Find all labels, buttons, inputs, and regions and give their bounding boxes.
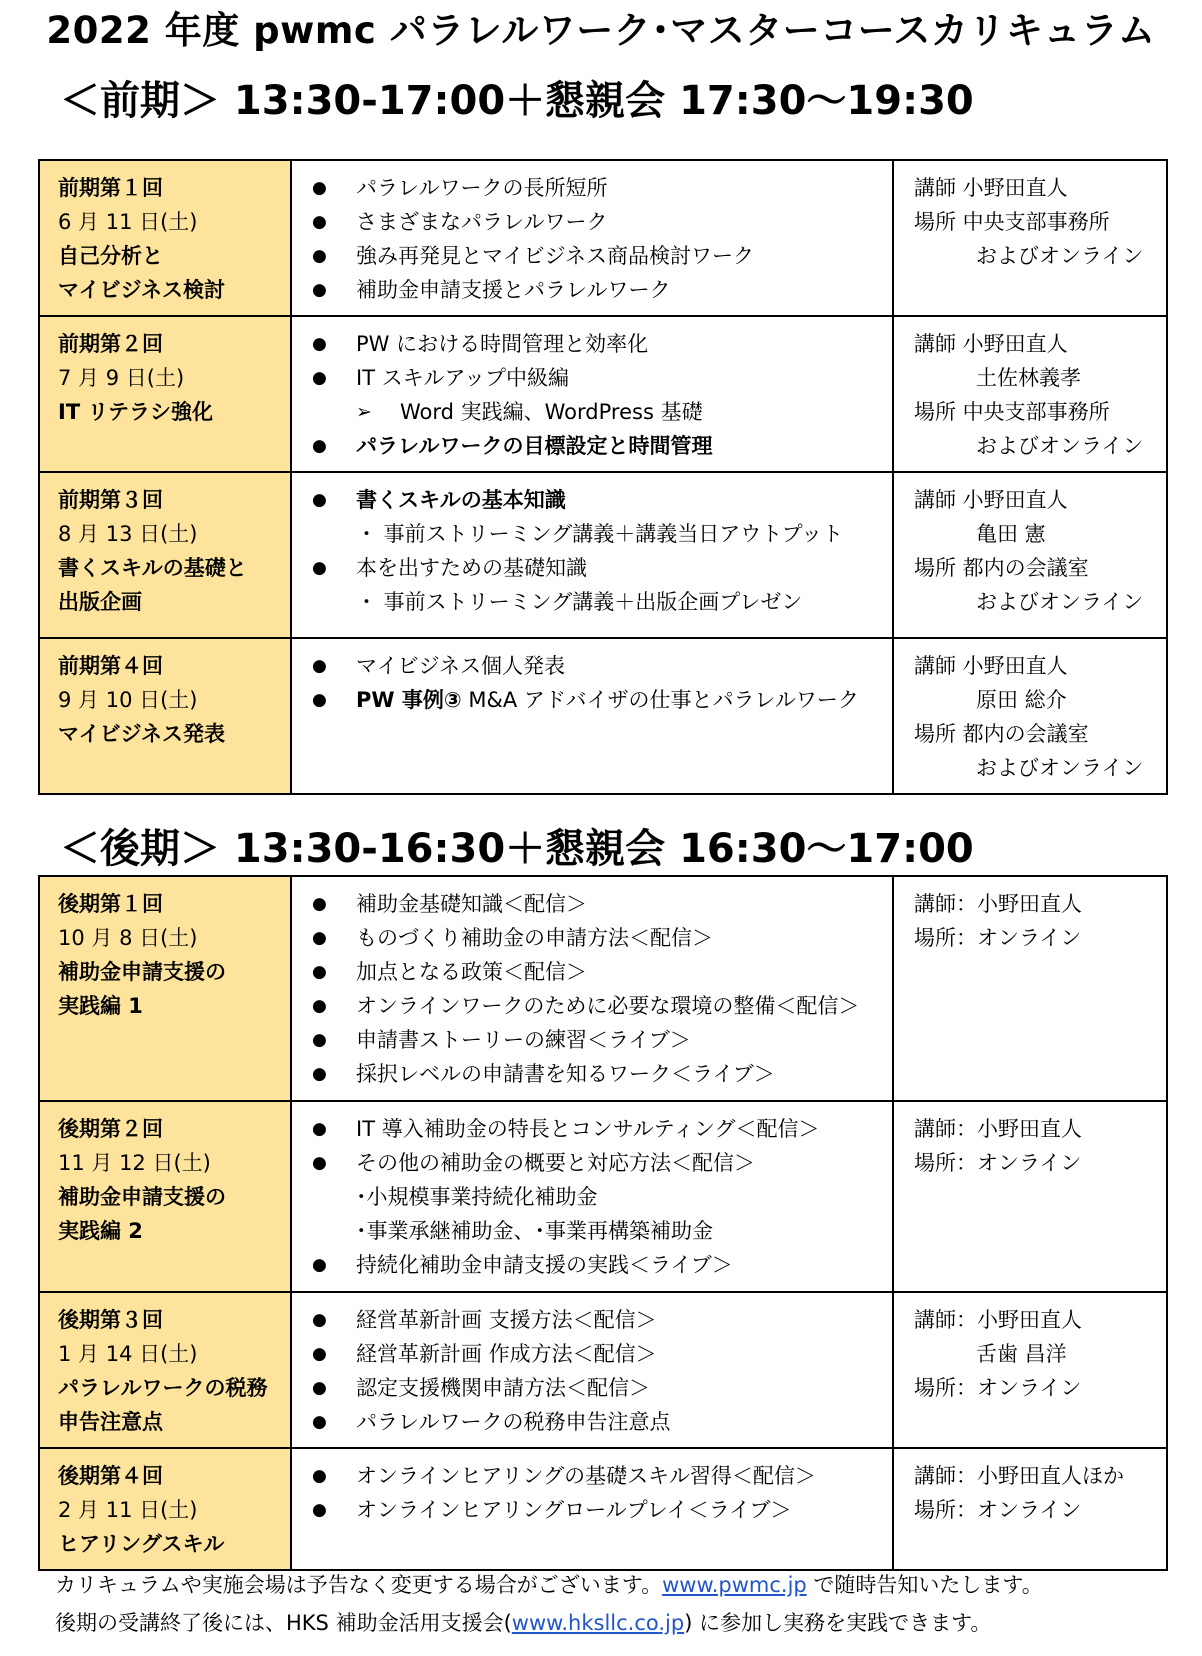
info-cell <box>893 1448 1167 1570</box>
bullet-icon: ● <box>312 1255 327 1275</box>
bullet-icon: ● <box>312 334 327 354</box>
bullet-icon: ● <box>312 894 327 914</box>
session-date: 10 月 8 日(土) <box>58 926 198 950</box>
bullet-icon: ● <box>312 1412 327 1432</box>
session-date: 7 月 9 日(土) <box>58 366 185 390</box>
table-row <box>39 316 1167 472</box>
second-term-heading: ＜後期＞ 13:30-16:30＋懇親会 16:30～17:00 <box>60 826 974 872</box>
info-cell <box>893 638 1167 794</box>
session-label: 前期第１回 <box>58 176 163 200</box>
list-item: ● パラレルワークの目標設定と時間管理 <box>312 429 892 463</box>
session-date: 2 月 11 日(土) <box>58 1498 198 1522</box>
session-theme: 実践編 1 <box>58 994 143 1018</box>
session-date: 9 月 10 日(土) <box>58 688 198 712</box>
bullet-icon: ● <box>312 280 327 300</box>
session-label: 後期第４回 <box>58 1464 163 1488</box>
bullet-icon: ● <box>312 1344 327 1364</box>
lecturer: 講師 小野田直人 <box>914 654 1068 678</box>
bullet-icon: ● <box>312 246 327 266</box>
venue-extra: およびオンライン <box>976 756 1144 780</box>
session-theme: 出版企画 <box>58 590 142 614</box>
lecturer-2: 舌歯 昌洋 <box>976 1342 1067 1366</box>
venue: 場所 中央支部事務所 <box>914 400 1110 424</box>
bullet-icon: ● <box>312 1064 327 1084</box>
list-item: ● マイビジネス個人発表 <box>312 649 892 683</box>
list-item: ● パラレルワークの長所短所 <box>312 171 892 205</box>
list-item: ➢ Word 実践編、WordPress 基礎 <box>312 395 892 429</box>
list-item: ● 持続化補助金申請支援の実践＜ライブ＞ <box>312 1248 892 1282</box>
topics-cell <box>291 1448 893 1570</box>
list-item: ● PW 事例③ M&A アドバイザの仕事とパラレルワーク <box>312 683 892 717</box>
lecturer: 講師：小野田直人 <box>914 1117 1082 1141</box>
bullet-icon: ● <box>312 212 327 232</box>
venue: 場所：オンライン <box>914 1151 1082 1175</box>
list-item: ● 補助金申請支援とパラレルワーク <box>312 273 892 307</box>
bullet-icon: ● <box>312 1310 327 1330</box>
session-theme: 自己分析と <box>58 244 163 268</box>
session-theme: IT リテラシ強化 <box>58 400 214 424</box>
session-label: 後期第３回 <box>58 1308 163 1332</box>
session-theme: パラレルワークの税務 <box>58 1376 268 1400</box>
list-item: ● PW における時間管理と効率化 <box>312 327 892 361</box>
venue-extra: およびオンライン <box>976 434 1144 458</box>
list-item: ● 経営革新計画 支援方法＜配信＞ <box>312 1303 892 1337</box>
list-item: ● パラレルワークの税務申告注意点 <box>312 1405 892 1439</box>
first-term-heading: ＜前期＞ 13:30-17:00＋懇親会 17:30～19:30 <box>60 78 974 124</box>
page-title: 2022 年度 pwmc パラレルワーク･マスターコースカリキュラム <box>46 9 1156 52</box>
session-label: 前期第３回 <box>58 488 163 512</box>
list-note: ･事業承継補助金、･事業再構築補助金 <box>356 1219 713 1243</box>
info-cell <box>893 160 1167 316</box>
footer-note-1: カリキュラムや実施会場は予告なく変更する場合がございます。www.pwmc.jp で随時告知いたします。 <box>55 1573 1043 1597</box>
session-theme: ヒアリングスキル <box>58 1532 225 1556</box>
list-item: ● さまざまなパラレルワーク <box>312 205 892 239</box>
bullet-icon: ● <box>312 1153 327 1173</box>
info-cell <box>893 876 1167 1101</box>
session-date: 6 月 11 日(土) <box>58 210 198 234</box>
list-item: ● IT スキルアップ中級編 <box>312 361 892 395</box>
bullet-icon: ● <box>312 1030 327 1050</box>
bullet-icon: ● <box>312 962 327 982</box>
topics-cell <box>291 472 893 638</box>
list-item: ● 書くスキルの基本知識 <box>312 483 892 517</box>
list-item: ● 経営革新計画 作成方法＜配信＞ <box>312 1337 892 1371</box>
table-row <box>39 876 1167 1101</box>
info-cell <box>893 472 1167 638</box>
venue: 場所 都内の会議室 <box>914 556 1089 580</box>
bullet-icon: ● <box>312 368 327 388</box>
table-row <box>39 472 1167 638</box>
footer-note-2: 後期の受講終了後には、HKS 補助金活用支援会(www.hksllc.co.jp) に参加し実務を実践できます。 <box>55 1611 992 1635</box>
venue: 場所：オンライン <box>914 1376 1082 1400</box>
bullet-icon: ● <box>312 1119 327 1139</box>
info-cell <box>893 1292 1167 1448</box>
session-label: 前期第２回 <box>58 332 163 356</box>
session-theme: 実践編 2 <box>58 1219 143 1243</box>
table-row <box>39 1448 1167 1570</box>
lecturer-2: 亀田 憲 <box>976 522 1046 546</box>
session-label: 後期第１回 <box>58 892 163 916</box>
list-item: ● 認定支援機関申請方法＜配信＞ <box>312 1371 892 1405</box>
venue-extra: およびオンライン <box>976 244 1144 268</box>
session-theme: 補助金申請支援の <box>58 1185 226 1209</box>
session-theme: マイビジネス検討 <box>58 278 225 302</box>
session-theme: マイビジネス発表 <box>58 722 225 746</box>
bullet-icon: ● <box>312 178 327 198</box>
session-cell <box>39 638 291 794</box>
table-row <box>39 638 1167 794</box>
bullet-icon: ● <box>312 1466 327 1486</box>
topics-cell <box>291 160 893 316</box>
venue: 場所 都内の会議室 <box>914 722 1089 746</box>
lecturer: 講師：小野田直人ほか <box>914 1464 1124 1488</box>
session-cell <box>39 1101 291 1292</box>
table-row <box>39 1292 1167 1448</box>
first-term-table <box>38 159 1168 795</box>
session-label: 前期第４回 <box>58 654 163 678</box>
lecturer: 講師 小野田直人 <box>914 488 1068 512</box>
topics-cell <box>291 876 893 1101</box>
venue: 場所：オンライン <box>914 926 1082 950</box>
session-date: 1 月 14 日(土) <box>58 1342 198 1366</box>
lecturer: 講師 小野田直人 <box>914 176 1068 200</box>
topics-cell <box>291 1101 893 1292</box>
list-item: ● オンラインヒアリングの基礎スキル習得＜配信＞ <box>312 1459 892 1493</box>
session-cell <box>39 472 291 638</box>
session-theme: 書くスキルの基礎と <box>58 556 247 580</box>
list-item: ● ものづくり補助金の申請方法＜配信＞ <box>312 921 892 955</box>
lecturer-2: 土佐林義孝 <box>976 366 1081 390</box>
list-item: ● 本を出すための基礎知識 <box>312 551 892 585</box>
session-date: 11 月 12 日(土) <box>58 1151 211 1175</box>
list-item: ● 強み再発見とマイビジネス商品検討ワーク <box>312 239 892 273</box>
table-row <box>39 1101 1167 1292</box>
session-date: 8 月 13 日(土) <box>58 522 198 546</box>
info-cell <box>893 316 1167 472</box>
list-item: ● 申請書ストーリーの練習＜ライブ＞ <box>312 1023 892 1057</box>
list-item: ● 加点となる政策＜配信＞ <box>312 955 892 989</box>
bullet-icon: ● <box>312 656 327 676</box>
topics-cell <box>291 316 893 472</box>
bullet-icon: ● <box>312 996 327 1016</box>
bullet-icon: ● <box>312 490 327 510</box>
lecturer: 講師 小野田直人 <box>914 332 1068 356</box>
lecturer: 講師：小野田直人 <box>914 1308 1082 1332</box>
topics-cell <box>291 1292 893 1448</box>
venue-extra: およびオンライン <box>976 590 1144 614</box>
list-item: ● その他の補助金の概要と対応方法＜配信＞ <box>312 1146 892 1180</box>
topics-cell <box>291 638 893 794</box>
list-item: ● 補助金基礎知識＜配信＞ <box>312 887 892 921</box>
list-item: ● IT 導入補助金の特長とコンサルティング＜配信＞ <box>312 1112 892 1146</box>
lecturer: 講師：小野田直人 <box>914 892 1082 916</box>
bullet-icon: ● <box>312 1500 327 1520</box>
table-row <box>39 160 1167 316</box>
bullet-icon: ● <box>312 558 327 578</box>
session-cell <box>39 160 291 316</box>
venue: 場所：オンライン <box>914 1498 1082 1522</box>
session-theme: 補助金申請支援の <box>58 960 226 984</box>
list-note: ･小規模事業持続化補助金 <box>356 1185 598 1209</box>
venue: 場所 中央支部事務所 <box>914 210 1110 234</box>
list-note: ・ 事前ストリーミング講義＋講義当日アウトプット <box>356 522 844 546</box>
list-note: ・ 事前ストリーミング講義＋出版企画プレゼン <box>356 590 803 614</box>
session-cell <box>39 876 291 1101</box>
second-term-table <box>38 875 1168 1571</box>
hks-link[interactable]: www.hksllc.co.jp <box>511 1611 685 1635</box>
bullet-icon: ● <box>312 1378 327 1398</box>
list-item: ● オンラインワークのために必要な環境の整備＜配信＞ <box>312 989 892 1023</box>
info-cell <box>893 1101 1167 1292</box>
session-theme: 申告注意点 <box>58 1410 163 1434</box>
lecturer-2: 原田 総介 <box>976 688 1067 712</box>
session-label: 後期第２回 <box>58 1117 163 1141</box>
bullet-icon: ● <box>312 436 327 456</box>
list-item: ● オンラインヒアリングロールプレイ＜ライブ＞ <box>312 1493 892 1527</box>
session-cell <box>39 1448 291 1570</box>
bullet-icon: ● <box>312 690 327 710</box>
bullet-icon: ● <box>312 928 327 948</box>
arrow-icon: ➢ <box>356 401 372 423</box>
list-item: ● 採択レベルの申請書を知るワーク＜ライブ＞ <box>312 1057 892 1091</box>
session-cell <box>39 316 291 472</box>
pwmc-link[interactable]: www.pwmc.jp <box>662 1573 807 1597</box>
session-cell <box>39 1292 291 1448</box>
